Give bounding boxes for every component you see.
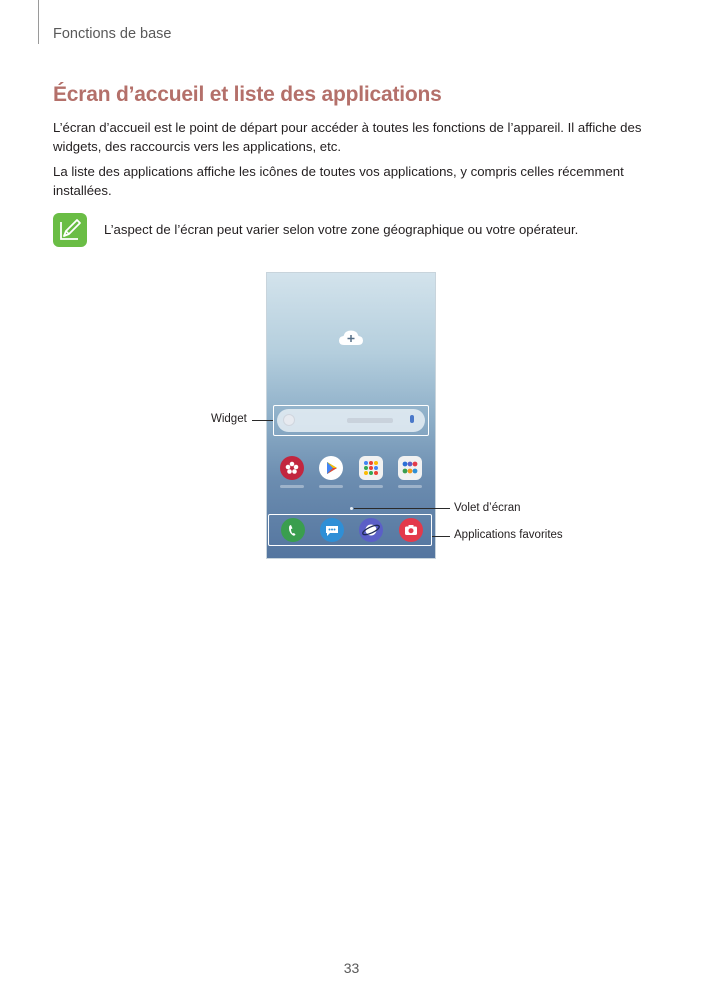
samsung-folder-icon[interactable] <box>398 456 422 480</box>
panel-callout-label: Volet d’écran <box>454 502 521 514</box>
widget-callout-label: Widget <box>211 413 247 425</box>
internet-icon[interactable] <box>359 518 383 542</box>
mic-icon[interactable] <box>410 415 414 423</box>
gallery-icon[interactable] <box>280 456 304 480</box>
app-label <box>359 485 383 488</box>
camera-icon[interactable] <box>399 518 423 542</box>
app-label <box>280 485 304 488</box>
google-icon <box>283 414 295 426</box>
app-label <box>398 485 422 488</box>
cloud-add-icon <box>338 329 364 347</box>
note-text: L’aspect de l’écran peut varier selon votre zone géographique ou votre opérateur. <box>104 222 579 237</box>
phone-icon[interactable] <box>281 518 305 542</box>
favorites-callout-line <box>432 536 450 537</box>
section-header: Fonctions de base <box>53 26 172 42</box>
search-placeholder-bar <box>347 418 393 423</box>
search-widget[interactable] <box>277 409 425 432</box>
page-title: Écran d’accueil et liste des applications <box>53 83 442 106</box>
note-pencil-icon <box>53 213 87 247</box>
play-store-icon[interactable] <box>319 456 343 480</box>
apps-list-paragraph: La liste des applications affiche les icônes de toutes vos applications, y compris celles récemment installées. <box>53 164 624 198</box>
favorites-callout-label: Applications favorites <box>454 529 563 541</box>
panel-callout-line <box>354 508 450 509</box>
intro-paragraph: L’écran d’accueil est le point de départ pour accéder à toutes les fonctions de l’appareil. Il affiche des widgets, des raccourcis vers les applications, etc. <box>53 120 642 154</box>
google-folder-icon[interactable] <box>359 456 383 480</box>
margin-rule <box>38 0 39 44</box>
page-number: 33 <box>343 960 360 976</box>
messages-icon[interactable] <box>320 518 344 542</box>
app-label <box>319 485 343 488</box>
screen-panel-indicator[interactable] <box>350 507 353 510</box>
widget-callout-line <box>252 420 273 421</box>
